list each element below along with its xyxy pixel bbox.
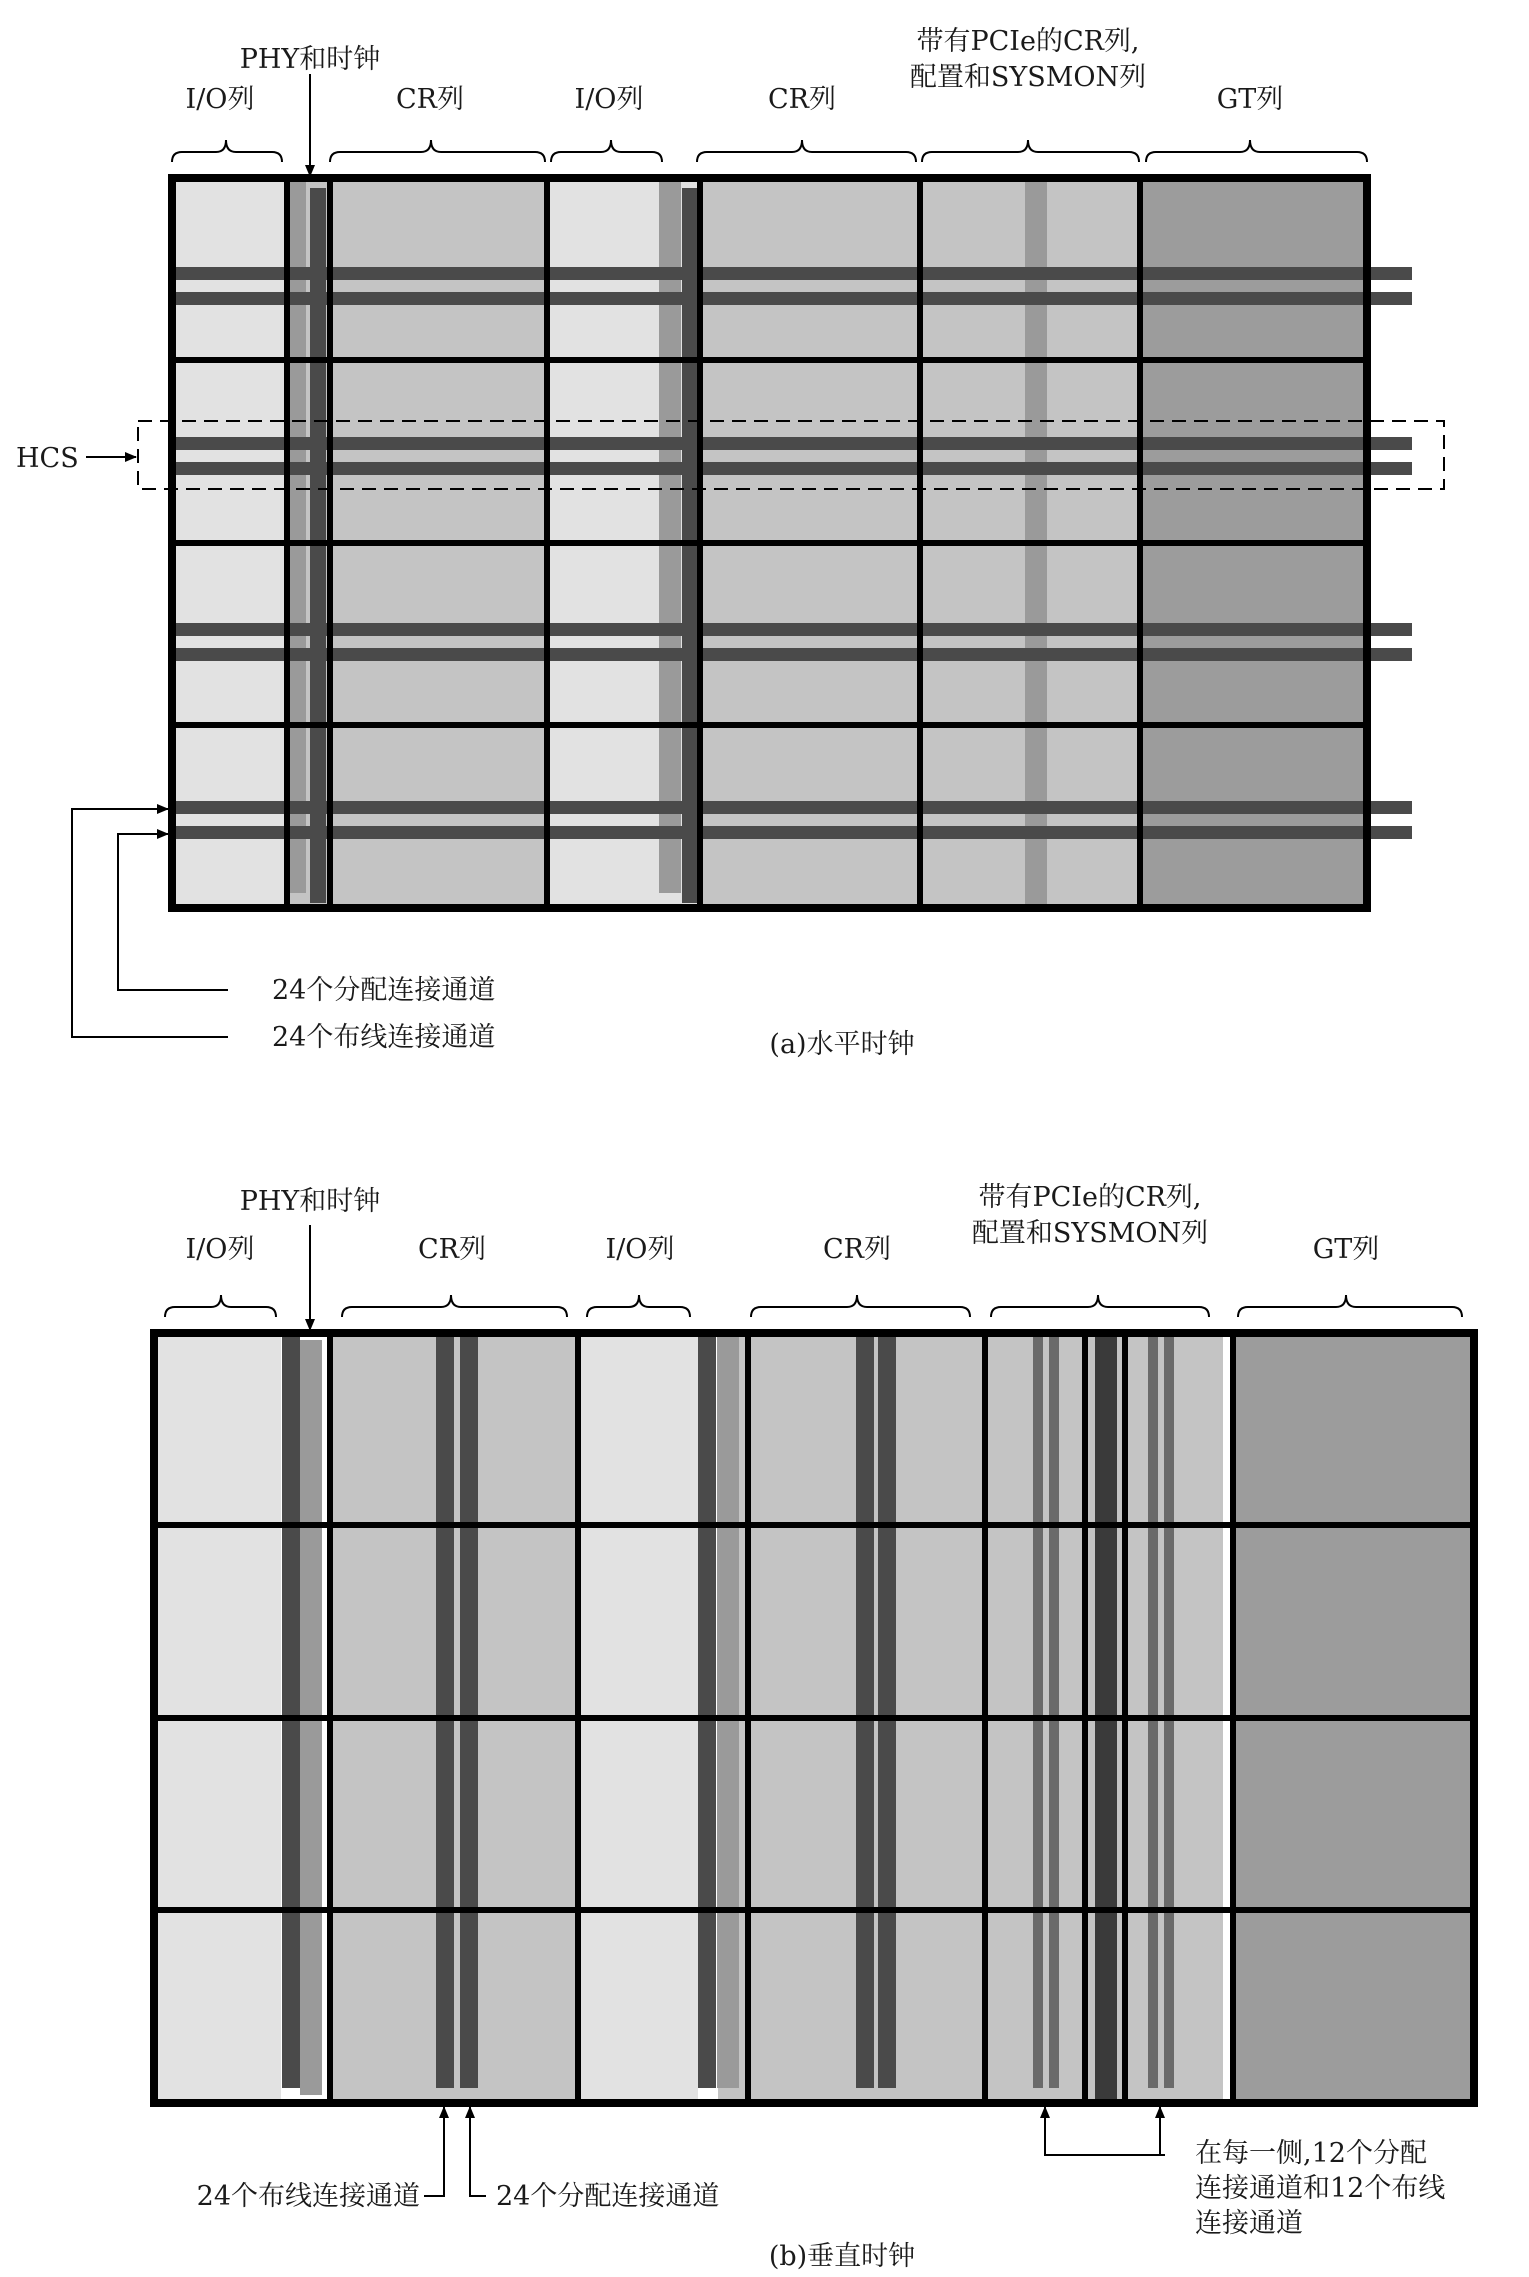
label-io-mid-b: I/O列 xyxy=(605,1234,675,1265)
label-cr-mid-b: CR列 xyxy=(823,1234,891,1265)
side-note-line2-b: 连接通道和12个布线 xyxy=(1195,2173,1446,2204)
hcs-track xyxy=(172,801,1412,814)
routing-label-b: 24个布线连接通道 xyxy=(196,2181,420,2212)
panel-a-phy-clock-bar-mid xyxy=(659,178,681,893)
hcs-track xyxy=(172,292,1412,305)
hcs-track xyxy=(172,437,1412,450)
label-phy-b: PHY和时钟 xyxy=(239,1186,381,1217)
panel-b-cr-dark-bar-3 xyxy=(856,1333,874,2088)
label-gt-b: GT列 xyxy=(1312,1234,1380,1265)
panel-b-brackets xyxy=(165,1295,1462,1317)
label-phy-a: PHY和时钟 xyxy=(239,44,381,75)
panel-b-cr-dark-bar-4 xyxy=(878,1333,896,2088)
panel-a-horizontal-clock xyxy=(16,26,1444,1060)
panel-b-phy-light-bar-mid xyxy=(717,1333,739,2088)
panel-b-phy-dark-bar-mid xyxy=(698,1333,716,2088)
label-pcie-line2-b: 配置和SYSMON列 xyxy=(971,1218,1209,1249)
panel-a-brackets xyxy=(172,140,1367,162)
panel-b-phy-dark-bar-left xyxy=(282,1333,300,2088)
hcs-track xyxy=(172,648,1412,661)
hcs-track xyxy=(172,623,1412,636)
side-note-line3-b: 连接通道 xyxy=(1195,2208,1303,2239)
hcs-track xyxy=(172,462,1412,475)
distribution-label-b: 24个分配连接通道 xyxy=(496,2181,720,2212)
panel-b-vertical-clock xyxy=(154,1182,1474,2272)
panel-b-cr-dark-bar-1 xyxy=(436,1333,454,2088)
label-pcie-line2-a: 配置和SYSMON列 xyxy=(909,62,1147,93)
caption-a: (a)水平时钟 xyxy=(769,1029,915,1060)
label-cr-left-b: CR列 xyxy=(418,1234,486,1265)
panel-b-cr-dark-bar-2 xyxy=(460,1333,478,2088)
label-io-mid-a: I/O列 xyxy=(574,84,644,115)
caption-b: (b)垂直时钟 xyxy=(768,2241,916,2272)
distribution-label-a: 24个分配连接通道 xyxy=(272,975,496,1006)
label-pcie-line1-b: 带有PCIe的CR列, xyxy=(978,1182,1202,1213)
label-cr-left-a: CR列 xyxy=(396,84,464,115)
label-io-left-a: I/O列 xyxy=(185,84,255,115)
hcs-track xyxy=(172,267,1412,280)
label-cr-mid-a: CR列 xyxy=(768,84,836,115)
hcs-label: HCS xyxy=(16,443,79,474)
label-pcie-line1-a: 带有PCIe的CR列, xyxy=(916,26,1140,57)
label-io-left-b: I/O列 xyxy=(185,1234,255,1265)
side-note-line1-b: 在每一侧,12个分配 xyxy=(1195,2138,1427,2169)
routing-label-a: 24个布线连接通道 xyxy=(272,1022,496,1053)
hcs-track xyxy=(172,826,1412,839)
label-gt-a: GT列 xyxy=(1216,84,1284,115)
